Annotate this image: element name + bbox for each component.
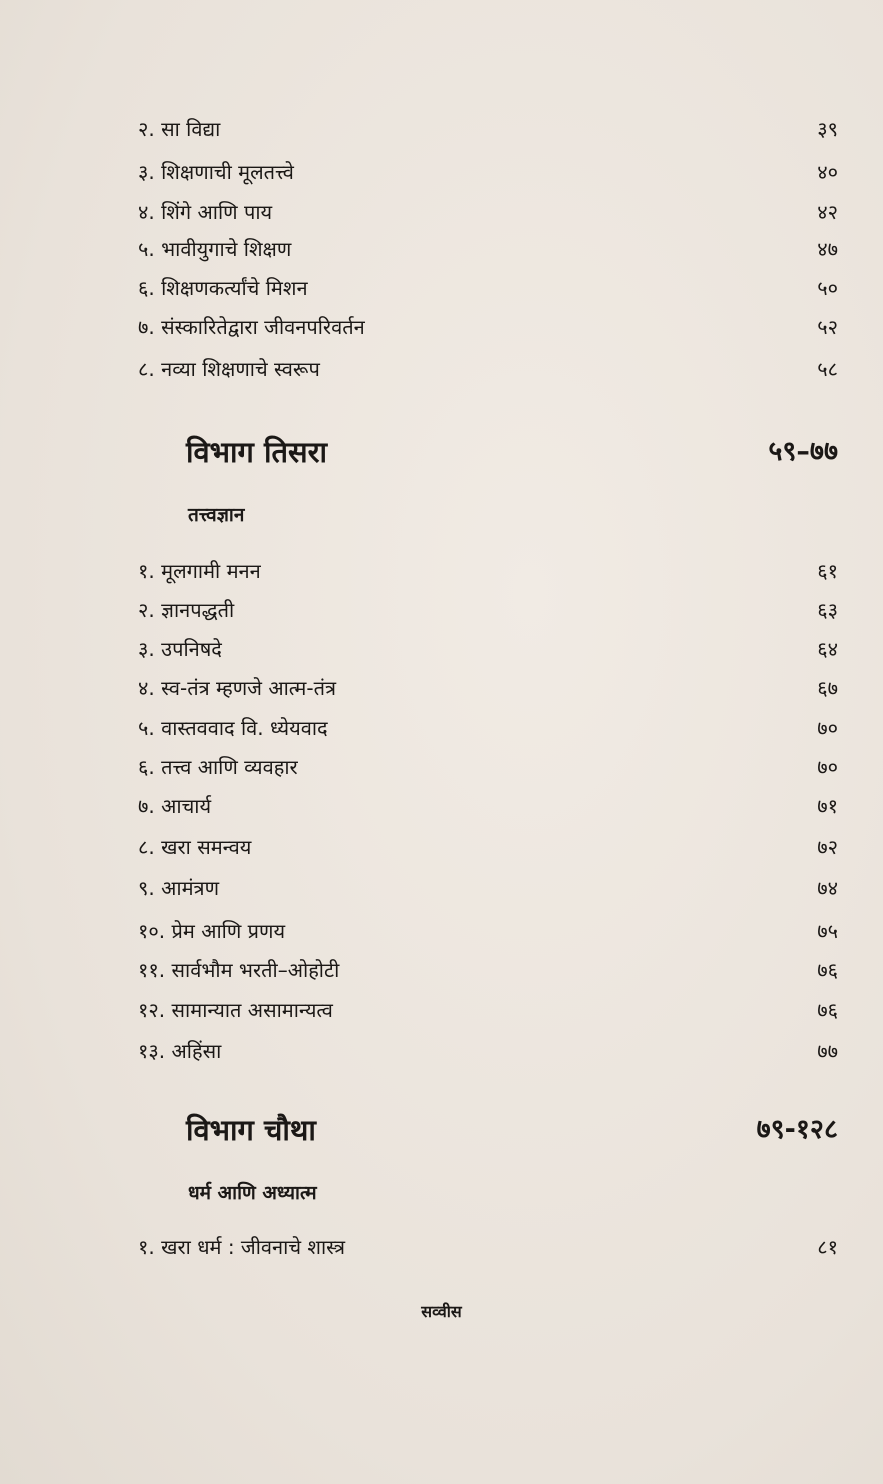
section-title: विभाग चौथा xyxy=(186,1113,316,1147)
entry-page: ४० xyxy=(817,160,838,184)
toc-entry xyxy=(138,352,838,386)
entry-title: १. खरा धर्म : जीवनाचे शास्त्र xyxy=(138,1235,345,1259)
toc-entry xyxy=(138,232,838,266)
section-heading xyxy=(186,1108,838,1152)
entry-page: ४२ xyxy=(817,200,838,224)
toc-entry xyxy=(138,711,838,745)
toc-entry xyxy=(138,554,838,588)
entry-page: ७४ xyxy=(817,876,838,900)
entry-title: ५. वास्तववाद वि. ध्येयवाद xyxy=(138,716,328,740)
section-title: विभाग तिसरा xyxy=(186,435,327,469)
toc-entry xyxy=(138,1034,838,1068)
entry-page: ५० xyxy=(817,276,838,300)
toc-entry xyxy=(138,914,838,948)
entry-page: ५२ xyxy=(817,315,838,339)
entry-title: १३. अहिंसा xyxy=(138,1039,222,1063)
section-page-range: ७९-१२८ xyxy=(756,1114,838,1145)
entry-title: ६. शिक्षणकर्त्यांचे मिशन xyxy=(138,276,308,300)
toc-entry xyxy=(138,112,838,146)
entry-title: ३. शिक्षणाची मूलतत्त्वे xyxy=(138,160,294,184)
toc-entry xyxy=(138,632,838,666)
section-subheading: तत्त्वज्ञान xyxy=(188,504,245,526)
entry-page: ८१ xyxy=(817,1235,838,1259)
entry-title: ८. खरा समन्वय xyxy=(138,835,252,859)
entry-title: ३. उपनिषदे xyxy=(138,637,222,661)
entry-page: ७० xyxy=(817,716,838,740)
entry-page: ७७ xyxy=(817,1039,838,1063)
toc-entry xyxy=(138,871,838,905)
toc-entry xyxy=(138,671,838,705)
entry-page: ७१ xyxy=(817,794,838,818)
page-footer: सव्वीस xyxy=(421,1302,462,1321)
toc-entry xyxy=(138,993,838,1027)
toc-entry xyxy=(138,155,838,189)
entry-page: ६४ xyxy=(817,637,838,661)
entry-title: २. ज्ञानपद्धती xyxy=(138,598,235,622)
section-heading xyxy=(186,430,838,474)
entry-title: ६. तत्त्व आणि व्यवहार xyxy=(138,755,298,779)
entry-title: १. मूलगामी मनन xyxy=(138,559,261,583)
entry-page: ६७ xyxy=(817,676,838,700)
section-page-range: ५९–७७ xyxy=(768,436,838,467)
entry-page: ६१ xyxy=(817,559,838,583)
toc-entry xyxy=(138,593,838,627)
entry-title: २. सा विद्या xyxy=(138,117,221,141)
entry-title: ११. सार्वभौम भरती–ओहोटी xyxy=(138,958,340,982)
entry-page: ७२ xyxy=(817,835,838,859)
section-subheading: धर्म आणि अध्यात्म xyxy=(188,1182,317,1204)
toc-entry xyxy=(138,1230,838,1264)
entry-title: ५. भावीयुगाचे शिक्षण xyxy=(138,237,292,261)
entry-page: ७० xyxy=(817,755,838,779)
entry-title: ९. आमंत्रण xyxy=(138,876,220,900)
toc-entry xyxy=(138,750,838,784)
entry-page: ४७ xyxy=(817,237,838,261)
entry-page: ७५ xyxy=(817,919,838,943)
entry-title: १०. प्रेम आणि प्रणय xyxy=(138,919,286,943)
entry-page: ६३ xyxy=(817,598,838,622)
toc-entry xyxy=(138,310,838,344)
toc-entry xyxy=(138,271,838,305)
toc-entry xyxy=(138,953,838,987)
entry-page: ५८ xyxy=(817,357,838,381)
entry-page: ३९ xyxy=(817,117,838,141)
entry-title: ८. नव्या शिक्षणाचे स्वरूप xyxy=(138,357,320,381)
entry-title: ७. आचार्य xyxy=(138,794,212,818)
entry-page: ७६ xyxy=(817,998,838,1022)
toc-entry xyxy=(138,830,838,864)
entry-title: ४. शिंगे आणि पाय xyxy=(138,200,273,224)
entry-title: १२. सामान्यात असामान्यत्व xyxy=(138,998,333,1022)
toc-entry xyxy=(138,195,838,229)
entry-title: ७. संस्कारितेद्वारा जीवनपरिवर्तन xyxy=(138,315,365,339)
entry-title: ४. स्व-तंत्र म्हणजे आत्म-तंत्र xyxy=(138,676,337,700)
toc-entry xyxy=(138,789,838,823)
entry-page: ७६ xyxy=(817,958,838,982)
